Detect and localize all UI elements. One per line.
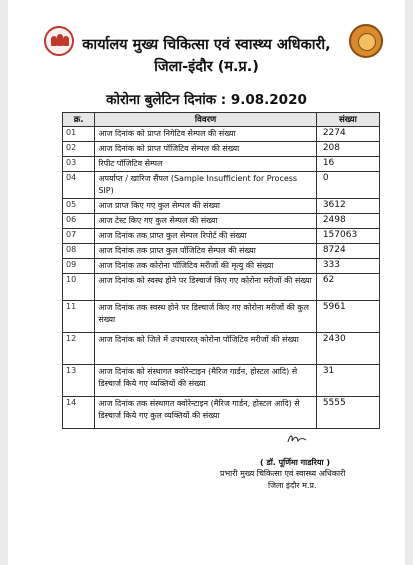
table-row [63, 199, 380, 214]
row-value: 62 [316, 274, 379, 301]
office-title: कार्यालय मुख्य चिकित्सा एवं स्वास्थ्य अधिकारी, [82, 37, 331, 53]
row-description: आज प्राप्त किए गए कुल सेम्पल की संख्या [95, 199, 316, 214]
bulletin-table [62, 112, 380, 429]
bulletin-page [8, 0, 405, 565]
row-serial: 04 [63, 172, 95, 199]
row-description: आज दिनांक को प्राप्त पॉजिटिव सेम्पल की संख्या [95, 142, 316, 157]
row-value: 2498 [316, 214, 379, 229]
row-serial: 05 [63, 199, 95, 214]
row-description: आज दिनांक तक संस्थागत क्वोरेन्टाइन (मैरिज गार्डन, होस्टल आदि) से डिस्चार्ज किये गए कुल व्यक्तियों की संख्या [95, 397, 316, 429]
row-serial: 08 [63, 244, 95, 259]
table-row [63, 229, 380, 244]
row-description: आज दिनांक को स्वस्थ होने पर डिस्चार्ज किए गए कोरोना मरीजों की संख्या [95, 274, 316, 301]
row-value: 5555 [316, 397, 379, 429]
row-description: आज दिनांक को संस्थागत क्वोरेन्टाइन (मैरिज गार्डन, होस्टल आदि) से डिस्चार्ज किये गए व्यक्तियों की संख्या [95, 365, 316, 397]
table-row [63, 301, 380, 333]
row-description: अपर्याप्त / खारिज सैंपल (Sample Insufficient for Process SIP) [95, 172, 316, 199]
district-title: जिला-इंदौर (म.प्र.) [154, 59, 259, 75]
table-row [63, 365, 380, 397]
row-value: 0 [316, 172, 379, 199]
header-description: विवरण [95, 113, 316, 127]
table-header-row [63, 113, 380, 127]
row-description: आज दिनांक तक कोरोना पॉजिटिव मरीजों की मृत्यु की संख्या [95, 259, 316, 274]
bulletin-date-title: कोरोना बुलेटिन दिनांक : 9.08.2020 [106, 92, 307, 108]
row-description: आज दिनांक को जिले में उपचाररत् कोरोना पॉजिटिव मरीजों की संख्या [95, 333, 316, 365]
row-serial: 01 [63, 127, 95, 142]
row-description: आज दिनांक को प्राप्त निगेटिव सेम्पल की संख्या [95, 127, 316, 142]
row-description: आज टेस्ट किए गए कुल सेम्पल की संख्या [95, 214, 316, 229]
table-row [63, 244, 380, 259]
row-serial: 14 [63, 397, 95, 429]
row-serial: 02 [63, 142, 95, 157]
header-serial: क्र. [63, 113, 95, 127]
row-description: आज दिनांक तक स्वस्थ होने पर डिस्चार्ज किए गए कोरोना मरीजों की कुल संख्या [95, 301, 316, 333]
row-description: आज दिनांक तक प्राप्त कुल पॉजिटिव सेम्पल की संख्या [95, 244, 316, 259]
row-value: 16 [316, 157, 379, 172]
table-row [63, 157, 380, 172]
row-value: 157063 [316, 229, 379, 244]
table-row [63, 142, 380, 157]
table-row [63, 214, 380, 229]
row-value: 208 [316, 142, 379, 157]
row-value: 5961 [316, 301, 379, 333]
row-serial: 10 [63, 274, 95, 301]
row-serial: 06 [63, 214, 95, 229]
table-row [63, 333, 380, 365]
row-value: 2430 [316, 333, 379, 365]
row-value: 2274 [316, 127, 379, 142]
row-serial: 12 [63, 333, 95, 365]
table-row [63, 259, 380, 274]
row-serial: 03 [63, 157, 95, 172]
table-row [63, 274, 380, 301]
header-count: संख्या [316, 113, 379, 127]
row-serial: 11 [63, 301, 95, 333]
table-row [63, 172, 380, 199]
row-value: 31 [316, 365, 379, 397]
row-value: 8724 [316, 244, 379, 259]
signatory-designation: प्रभारी मुख्य चिकित्सा एवं स्वास्थ्य अधिकारी [220, 469, 346, 478]
row-description: आज दिनांक तक प्राप्त कुल सेम्पल रिपोर्ट की संख्या [95, 229, 316, 244]
row-value: 333 [316, 259, 379, 274]
signatory-location: जिला इंदौर म.प्र. [268, 481, 317, 490]
row-serial: 09 [63, 259, 95, 274]
table-row [63, 127, 380, 142]
signatory-name: ( डॉ. पूर्णिमा गाडरिया ) [260, 458, 331, 467]
signature-scribble-icon [286, 432, 308, 446]
row-description: रिपीट पॉजिटिव सेम्पल [95, 157, 316, 172]
row-serial: 07 [63, 229, 95, 244]
row-serial: 13 [63, 365, 95, 397]
row-value: 3612 [316, 199, 379, 214]
table-row [63, 397, 380, 429]
